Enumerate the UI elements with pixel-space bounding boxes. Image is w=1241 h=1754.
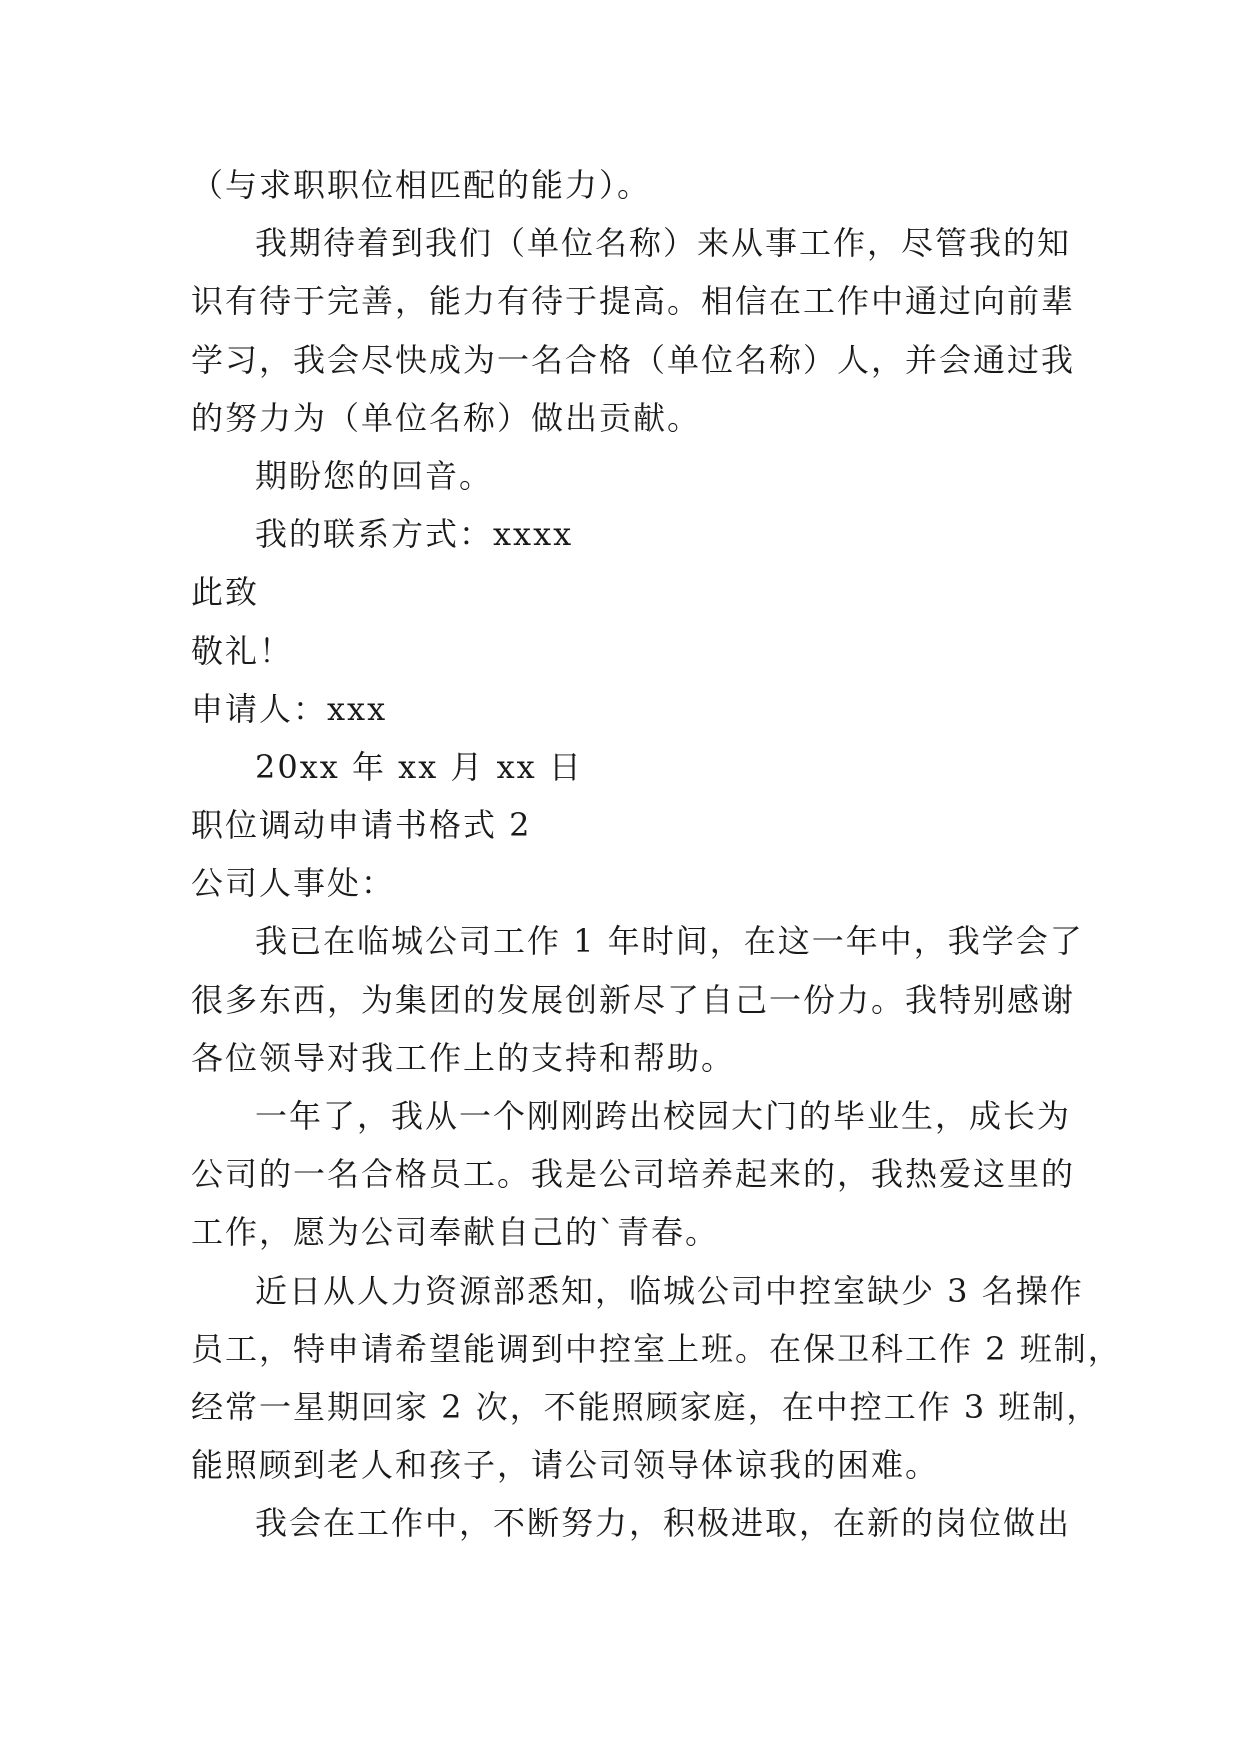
text-line: 公司的一名合格员工。我是公司培养起来的，我热爱这里的 [191, 1155, 1076, 1194]
text-line: 一年了，我从一个刚刚跨出校园大门的毕业生，成长为 [255, 1097, 1072, 1135]
text-line: 学习，我会尽快成为一名合格（单位名称）人，并会通过我 [191, 340, 1076, 379]
text-line: 很多东西，为集团的发展创新尽了自己一份力。我特别感谢 [191, 980, 1076, 1019]
text-line: 近日从人力资源部悉知，临城公司中控室缺少 3 名操作 [255, 1271, 1084, 1310]
text-line: 员工，特申请希望能调到中控室上班。在保卫科工作 2 班制， [191, 1329, 1122, 1368]
text-line: 能照顾到老人和孩子，请公司领导体谅我的困难。 [191, 1446, 940, 1485]
text-line: 我期待着到我们（单位名称）来从事工作，尽管我的知 [255, 224, 1072, 263]
text-line: 工作，愿为公司奉献自己的`青春。 [191, 1213, 720, 1252]
date-line: 20xx 年 xx 月 xx 日 [255, 747, 583, 786]
closing-line: 此致 [191, 573, 260, 612]
document-body [191, 156, 1122, 1553]
text-line: 各位领导对我工作上的支持和帮助。 [191, 1038, 736, 1077]
applicant-line: 申请人：xxx [191, 689, 388, 728]
text-line: 我会在工作中，不断努力，积极进取，在新的岗位做出 [255, 1504, 1072, 1543]
text-line: 我已在临城公司工作 1 年时间，在这一年中，我学会了 [255, 922, 1084, 961]
text-line: 的努力为（单位名称）做出贡献。 [191, 398, 702, 437]
salutation-line: 敬礼！ [191, 631, 294, 670]
text-line: 经常一星期回家 2 次，不能照顾家庭，在中控工作 3 班制， [191, 1387, 1101, 1426]
text-line: 识有待于完善，能力有待于提高。相信在工作中通过向前辈 [191, 282, 1076, 321]
text-line: 期盼您的回音。 [255, 456, 494, 495]
section-heading: 职位调动申请书格式 2 [191, 806, 532, 845]
contact-line: 我的联系方式：xxxx [255, 515, 574, 554]
addressee-line: 公司人事处： [191, 864, 396, 903]
text-line: （与求职职位相匹配的能力）。 [191, 166, 652, 204]
